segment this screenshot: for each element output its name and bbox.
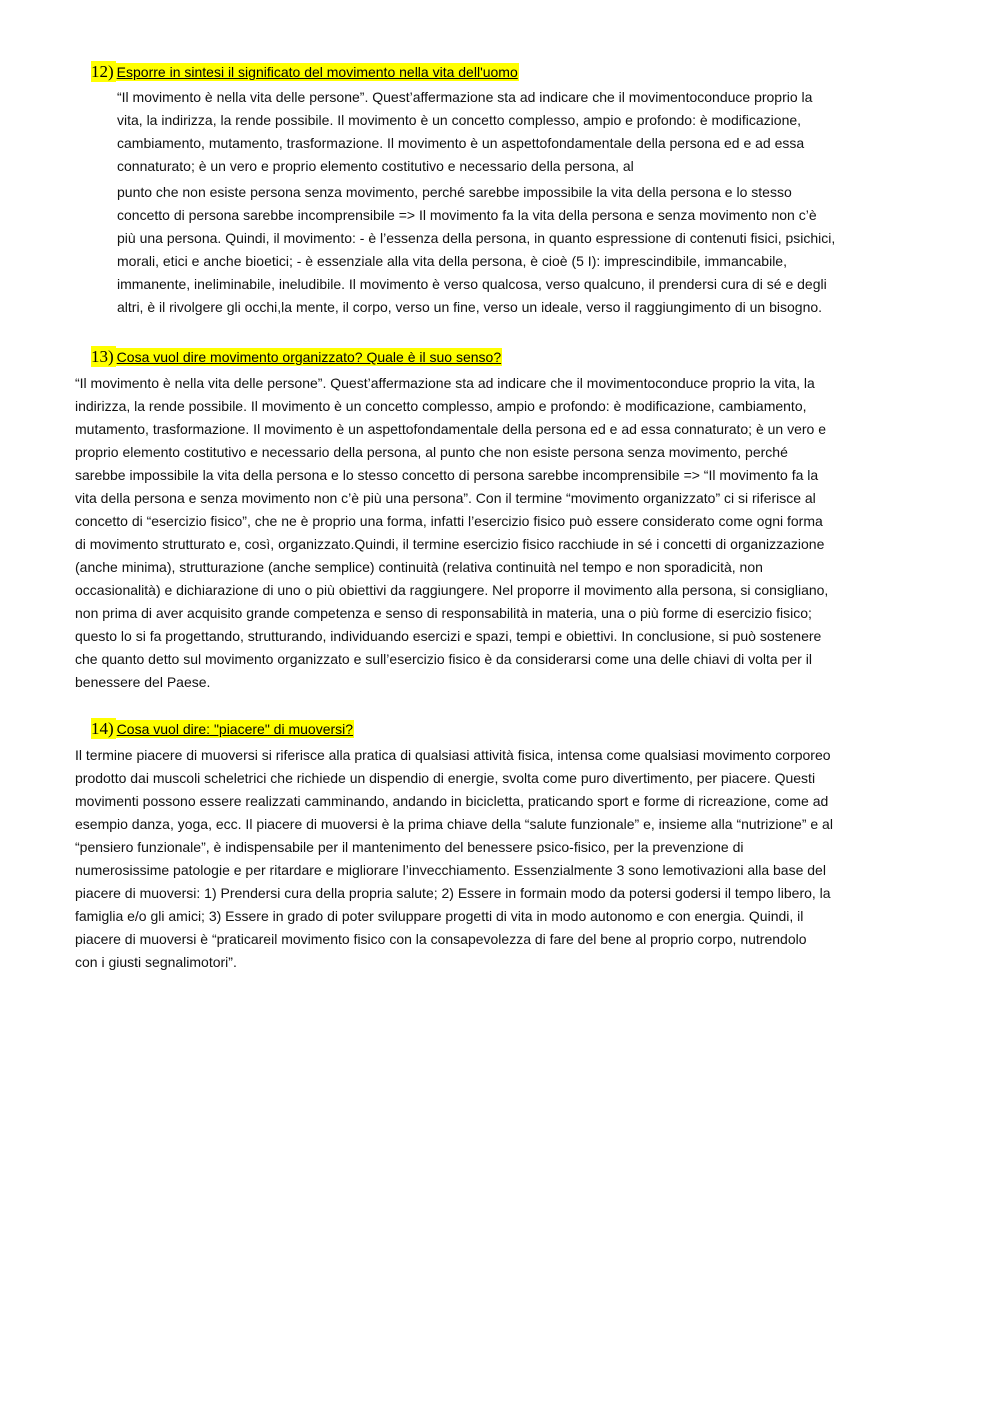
text-line: “Il movimento è nella vita delle persone”. Quest’affermazione sta ad indicare che il movimentoconduce proprio la <box>117 89 813 105</box>
text-line: immanente, ineliminabile, ineludibile. Il movimento è verso qualcosa, verso qualcuno, il prendersi cura di sé e degli <box>117 276 827 292</box>
text-line: Il termine piacere di muoversi si riferisce alla pratica di qualsiasi attività fisica, intensa come qualsiasi movimento corporeo <box>75 747 831 763</box>
text-line: di movimento strutturato e, così, organizzato.Quindi, il termine esercizio fisico racchiude in sé i concetti di organizzazione <box>75 536 825 552</box>
text-line: occasionalità) e dichiarazione di uno o più obiettivi da raggiungere. Nel proporre il movimento alla persona, si consigliano, <box>75 582 829 598</box>
answer-paragraph <box>75 372 875 694</box>
question-title: Esporre in sintesi il significato del movimento nella vita dell'uomo <box>116 64 518 80</box>
text-line: sarebbe impossibile la vita della persona e lo stesso concetto di persona sarebbe incomprensibile => “Il movimento fa la <box>75 467 819 483</box>
text-line: proprio elemento costitutivo e necessario della persona, al punto che non esiste persona senza movimento, perché <box>75 444 788 460</box>
text-line: concetto di “esercizio fisico”, che ne è proprio una forma, infatti l’esercizio fisico può essere considerato come ogni forma <box>75 513 823 529</box>
text-line: altri, è il rivolgere gli occhi,la mente, il corpo, verso un fine, verso un ideale, verso il raggiungimento di un bisogno. <box>117 299 823 315</box>
question-heading <box>91 62 519 82</box>
text-line: (anche minima), strutturazione (anche semplice) continuità (relativa continuità nel tempo e non sporadicità, non <box>75 559 763 575</box>
text-line: mutamento, trasformazione. Il movimento è un aspettofondamentale della persona ed e ad essa connaturato; è un vero e <box>75 421 827 437</box>
text-line: non prima di aver acquisito grande competenza e senso di responsabilità in materia, una o più forme di esercizio fisico; <box>75 605 812 621</box>
question-title: Cosa vuol dire: "piacere" di muoversi? <box>116 721 354 737</box>
text-line: movimenti possono essere realizzati camminando, andando in bicicletta, praticando sport e forme di ricreazione, come ad <box>75 793 829 809</box>
text-line: indirizza, la rende possibile. Il movimento è un concetto complesso, ampio e profondo: è modificazione, cambiamento, <box>75 398 807 414</box>
question-number: 12) <box>91 62 114 81</box>
answer-paragraph <box>117 86 857 178</box>
text-line: numerosissime patologie e per ritardare e migliorare l’invecchiamento. Essenzialmente 3 sono lemotivazioni alla base del <box>75 862 826 878</box>
text-line: vita, la indirizza, la rende possibile. Il movimento è un concetto complesso, ampio e profondo: è modificazione, <box>117 112 802 128</box>
text-line: famiglia e/o gli amici; 3) Essere in grado di poter sviluppare progetti di vita in modo autonomo e con energia. Quindi, il <box>75 908 804 924</box>
text-line: questo lo si fa progettando, strutturando, individuando esercizi e spazi, tempi e obiettivi. In conclusione, si può sostenere <box>75 628 822 644</box>
text-line: “Il movimento è nella vita delle persone”. Quest’affermazione sta ad indicare che il movimentoconduce proprio la vita, la <box>75 375 815 391</box>
text-line: morali, etici e anche bioetici; - è essenziale alla vita della persona, è cioè (5 I): imprescindibile, immancabile, <box>117 253 787 269</box>
text-line: piacere di muoversi: 1) Prendersi cura della propria salute; 2) Essere in formain modo da potersi godersi il tempo libero, la <box>75 885 831 901</box>
text-line: punto che non esiste persona senza movimento, perché sarebbe impossibile la vita della persona e lo stesso <box>117 184 792 200</box>
text-line: piacere di muoversi è “praticareil movimento fisico con la consapevolezza di fare del bene al proprio corpo, nutrendolo <box>75 931 807 947</box>
answer-paragraph <box>117 181 877 319</box>
text-line: concetto di persona sarebbe incomprensibile => Il movimento fa la vita della persona e senza movimento non c’è <box>117 207 817 223</box>
text-line: che quanto detto sul movimento organizzato e sull’esercizio fisico è da considerarsi come una delle chiavi di volta per il <box>75 651 812 667</box>
text-line: con i giusti segnalimotori”. <box>75 954 237 970</box>
text-line: benessere del Paese. <box>75 674 211 690</box>
question-heading <box>91 719 354 739</box>
text-line: vita della persona e senza movimento non c’è più una persona”. Con il termine “movimento organizzato” ci si riferisce al <box>75 490 816 506</box>
text-line: esempio danza, yoga, ecc. Il piacere di muoversi è la prima chiave della “salute funzionale” e, insieme alla “nutrizione” e al <box>75 816 833 832</box>
text-line: più una persona. Quindi, il movimento: - è l’essenza della persona, in quanto espressione di contenuti fisici, psichici, <box>117 230 836 246</box>
answer-paragraph <box>75 744 875 974</box>
text-line: connaturato; è un vero e proprio elemento costitutivo e necessario della persona, al <box>117 158 634 174</box>
question-number: 13) <box>91 347 114 366</box>
question-title: Cosa vuol dire movimento organizzato? Quale è il suo senso? <box>116 349 502 365</box>
question-heading <box>91 347 502 367</box>
text-line: cambiamento, mutamento, trasformazione. Il movimento è un aspettofondamentale della persona ed e ad essa <box>117 135 805 151</box>
question-number: 14) <box>91 719 114 738</box>
text-line: “pensiero funzionale”, è indispensabile per il mantenimento del benessere psico-fisico, per la prevenzione di <box>75 839 744 855</box>
text-line: prodotto dai muscoli scheletrici che richiede un dispendio di energie, svolta come puro divertimento, per piacere. Questi <box>75 770 816 786</box>
